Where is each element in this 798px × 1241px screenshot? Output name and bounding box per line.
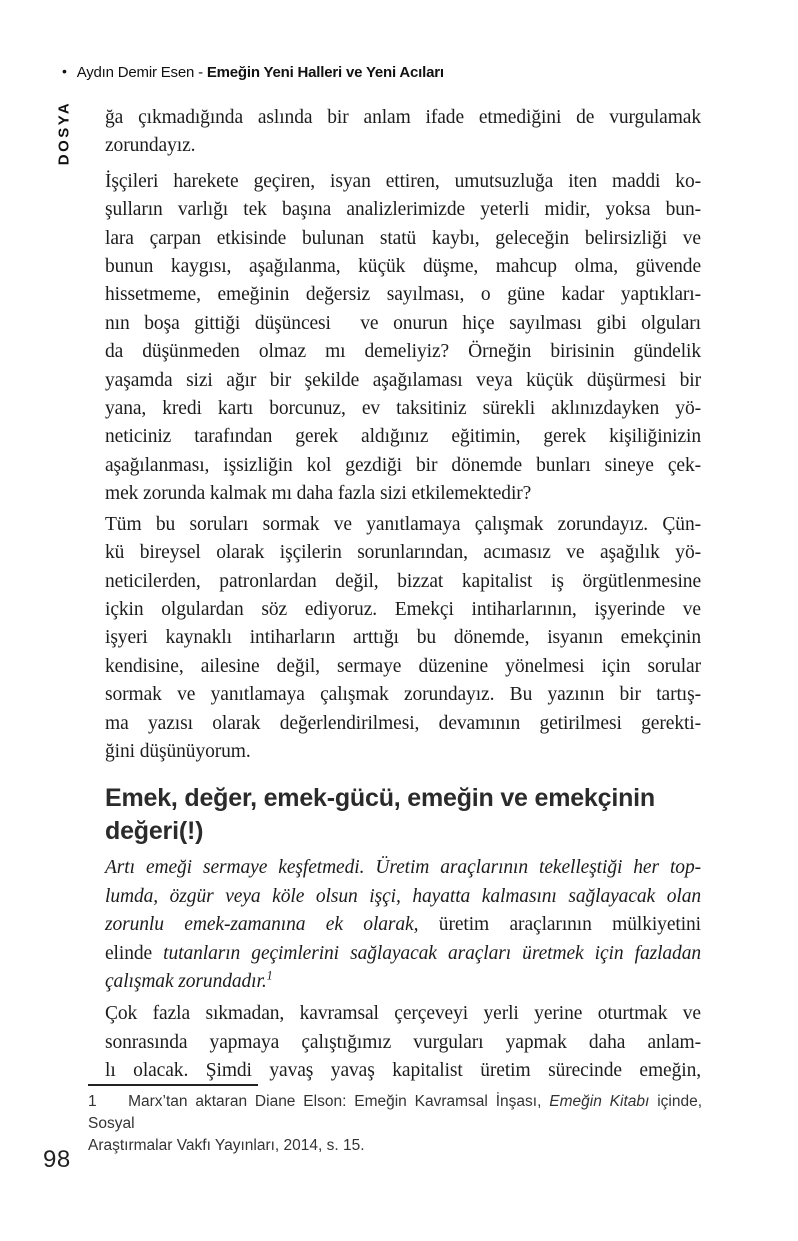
text-column [105,104,701,1086]
text-line: Artı emeği sermaye keşfetmedi. Üretim araçlarının tekelleştiği her top- [105,857,701,879]
text-line: İşçileri harekete geçiren, isyan ettiren, umutsuzluğa iten maddi ko- [105,170,701,192]
text-line: zorunlu emek-zamanına ek olarak, üretim araçlarının mülkiyetini [105,914,701,936]
text-line: kendisine, ailesine değil, sermaye düzenine yönelmesi için sorular [105,655,701,677]
text-line: Emek, değer, emek-gücü, emeğin ve emekçinin [105,784,655,813]
text-line: Araştırmalar Vakfı Yayınları, 2014, s. 15. [88,1137,365,1154]
block-quote-marx [105,854,701,996]
text-line: yana, kredi kartı borcunuz, ev taksitiniz sürekli aklınızdayken yö- [105,398,701,420]
text-line: ğini düşünüyorum. [105,740,251,762]
text-line: bunun kaygısı, aşağılanma, küçük düşme, mahcup olma, güvende [105,256,701,278]
paragraph-closing [105,1000,701,1085]
text-line: lumda, özgür veya köle olsun işçi, hayatta kalmasını sağlayacak olan [105,885,701,907]
text-line: lara çarpan etkisinde bulunan statü kaybı, geleceğin belirsizliği ve [105,227,701,249]
page-number: 98 [43,1146,71,1173]
text-line: kü bireysel olarak işçilerin sorunlarından, acımasız ve aşağılık yö- [105,542,701,564]
text-line: içkin olgulardan söz ediyoruz. Emekçi intiharlarının, işyerinde ve [105,598,701,620]
section-heading [105,782,701,848]
text-line: yaşamda sizi ağır bir şekilde aşağılaması veya küçük düşürmesi bir [105,369,701,391]
text-line: ğa çıkmadığında aslında bir anlam ifade etmediğini de vurgulamak [105,107,701,128]
text-line: işyeri kaynaklı intiharların arttığı bu dönemde, isyanın emekçinin [105,627,701,649]
footnote-1 [88,1091,702,1157]
text-line: ma yazısı olarak değerlendirilmesi, devamının getirilmesi gerekti- [105,712,701,734]
footnote-divider [88,1084,258,1086]
text-line: değeri(!) [105,817,204,846]
text-line: sonrasında yapmaya çalıştığımız vurguları yapmak daha anlam- [105,1031,701,1053]
text-line: elinde tutanların geçimlerini sağlayacak araçları üretmek için fazladan [105,942,701,964]
header-article-title: Emeğin Yeni Halleri ve Yeni Acıları [206,64,444,81]
text-line: hissetmeme, emeğinin değersiz sayılması, o güne kadar yaptıkları- [105,284,701,306]
text-line: zorundayız. [105,135,196,157]
text-line: nın boşa gittiği düşüncesi ve onurun hiçe sayılması gibi olguları [105,312,701,334]
bullet-icon: • [62,63,67,79]
paragraph-continuation [105,104,701,161]
text-line: lı olacak. Şimdi yavaş yavaş kapitalist üretim sürecinde emeğin, [105,1060,701,1082]
text-line: şulların varlığı tek başına analizlerimizde yeterli midir, yoksa bun- [105,199,701,221]
header-author: Aydın Demir Esen - [76,64,207,81]
text-line: çalışmak zorundadır.$^1$ [105,968,273,992]
text-line: Çok fazla sıkmadan, kavramsal çerçeveyi yerli yerine oturtmak ve [105,1003,701,1025]
text-line: 1 Marx’tan aktaran Diane Elson: Emeğin Kavramsal İnşası, Emeğin Kitabı içinde, Sosyal [88,1093,702,1132]
text-line: Tüm bu soruları sormak ve yanıtlamaya çalışmak zorundayız. Çün- [105,513,701,535]
text-line: neticiniz tarafından gerek aldığınız eğitimin, gerek kişiliğinizin [105,426,701,448]
text-line: da düşünmeden olmaz mı demeliyiz? Örneğin birisinin gündelik [105,341,701,363]
text-line: neticilerden, patronlardan değil, bizzat kapitalist iş örgütlenmesine [105,570,701,592]
paragraph-capitalist-organization [105,511,701,767]
text-line: aşağılanması, işsizliğin kol gezdiği bir dönemde bunları sineye çek- [105,454,701,476]
page-header [62,63,722,81]
text-line: sormak ve yanıtlamaya çalışmak zorundayız. Bu yazının bir tartış- [105,684,701,706]
paragraph-workers-questions [105,168,701,509]
sidebar-dosya-label: DOSYA [55,100,73,166]
text-line: mek zorunda kalmak mı daha fazla sizi etkilemektedir? [105,483,532,505]
